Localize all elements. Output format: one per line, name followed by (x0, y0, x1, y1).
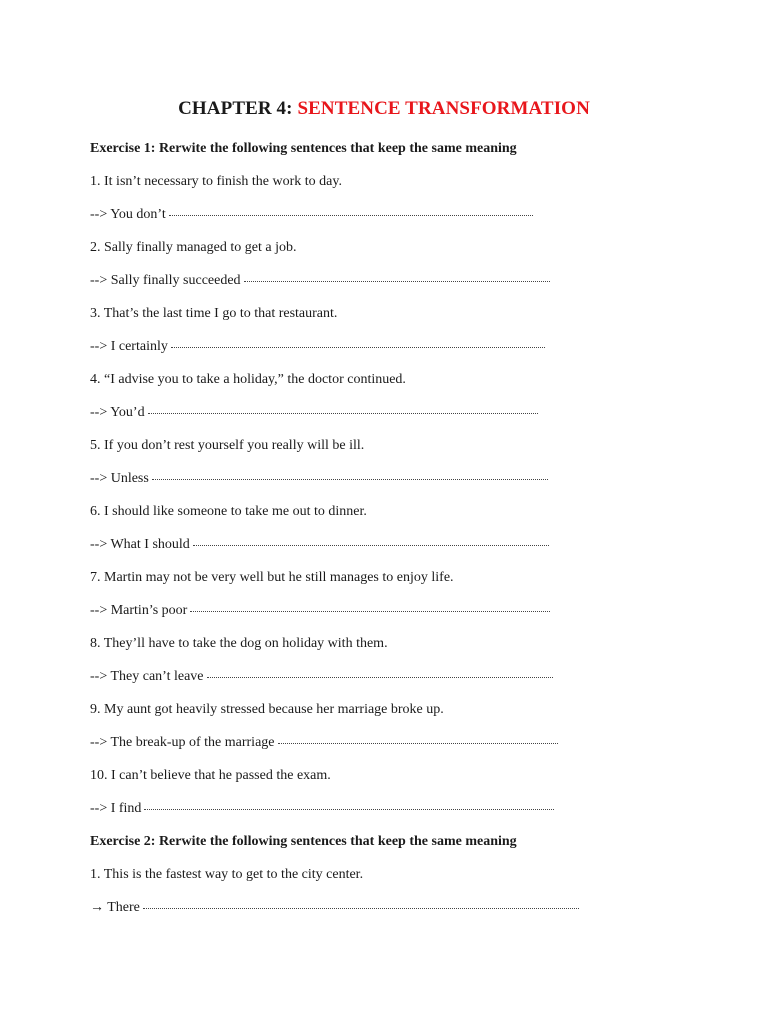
exercise-2-answer-1 (90, 899, 579, 917)
exercise-1-answer-7 (90, 602, 550, 620)
exercise-1-sentence-8: 8. They’ll have to take the dog on holiday with them. (90, 636, 388, 651)
title-highlight: SENTENCE TRANSFORMATION (297, 98, 590, 119)
exercise-1-sentence-5: 5. If you don’t rest yourself you really will be ill. (90, 438, 365, 453)
exercise-1-answer-2 (90, 272, 550, 290)
exercise-1-sentence-10: 10. I can’t believe that he passed the exam. (90, 768, 331, 783)
answer-prompt: --> The break-up of the marriage (90, 735, 275, 750)
exercise-1-sentence-1: 1. It isn’t necessary to finish the work to day. (90, 174, 342, 189)
exercise-1-answer-1 (90, 206, 533, 224)
answer-prompt: --> I certainly (90, 339, 168, 354)
exercise-2-heading: Exercise 2: Rerwite the following sentences that keep the same meaning (90, 834, 517, 849)
exercise-1-answer-4 (90, 404, 538, 422)
answer-prompt: → There (90, 900, 140, 915)
answer-prompt: --> You don’t (90, 207, 166, 222)
exercise-1-sentence-4: 4. “I advise you to take a holiday,” the doctor continued. (90, 372, 406, 387)
answer-prompt: --> Sally finally succeeded (90, 273, 241, 288)
answer-blank (148, 403, 538, 414)
answer-prompt: --> Martin’s poor (90, 603, 188, 618)
exercise-1-sentence-6: 6. I should like someone to take me out to dinner. (90, 504, 367, 519)
title-prefix: CHAPTER 4: (178, 98, 298, 119)
answer-blank (190, 601, 550, 612)
answer-blank (152, 469, 548, 480)
exercise-1-answer-9 (90, 734, 558, 752)
answer-blank (143, 898, 579, 909)
exercise-1-answer-8 (90, 668, 553, 686)
answer-prompt: --> They can’t leave (90, 669, 204, 684)
answer-prompt: --> Unless (90, 471, 149, 486)
answer-blank (193, 535, 549, 546)
answer-blank (278, 733, 558, 744)
answer-prompt: --> I find (90, 801, 142, 816)
answer-blank (207, 667, 553, 678)
answer-blank (144, 799, 554, 810)
answer-blank (244, 271, 550, 282)
exercise-1-sentence-9: 9. My aunt got heavily stressed because her marriage broke up. (90, 702, 444, 717)
exercise-1-answer-6 (90, 536, 549, 554)
answer-prompt: --> What I should (90, 537, 190, 552)
exercise-1-answer-5 (90, 470, 548, 488)
answer-prompt: --> You’d (90, 405, 145, 420)
exercise-1-answer-3 (90, 338, 545, 356)
answer-blank (171, 337, 545, 348)
exercise-1-sentence-2: 2. Sally finally managed to get a job. (90, 240, 297, 255)
exercise-2-sentence-1: 1. This is the fastest way to get to the city center. (90, 867, 364, 882)
exercise-1-heading: Exercise 1: Rerwite the following sentences that keep the same meaning (90, 141, 517, 156)
page-title (0, 98, 768, 120)
exercise-1-sentence-7: 7. Martin may not be very well but he still manages to enjoy life. (90, 570, 454, 585)
answer-blank (169, 205, 533, 216)
exercise-1-sentence-3: 3. That’s the last time I go to that restaurant. (90, 306, 338, 321)
exercise-1-answer-10 (90, 800, 554, 818)
